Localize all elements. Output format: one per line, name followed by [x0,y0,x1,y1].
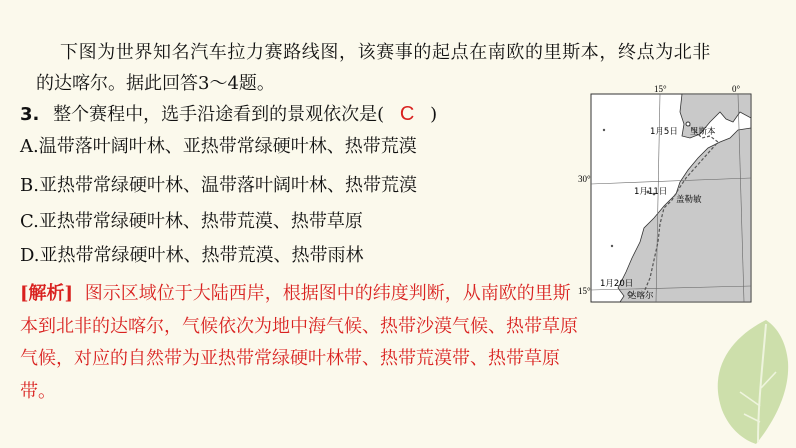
label-lat-15: 15° [578,286,591,296]
question-stem-line [20,99,437,130]
intro-line-2: 的达喀尔。据此回答3～4题。 [36,73,275,94]
label-lat-30: 30° [578,174,591,184]
rally-route-map [578,82,752,304]
answer-letter: C [399,103,415,125]
option-a: A.温带落叶阔叶林、亚热带常绿硬叶林、热带荒漠 [20,136,417,157]
explanation-text: 图示区域位于大陆西岸，根据图中的纬度判断，从南欧的里斯本到北非的达喀尔，气候依次为地中海气候、热带沙漠气候、热带草原气候，对应的自然带为亚热带常绿硬叶林带、热带荒漠带、热带草原带。 [20,283,578,402]
island-dot [611,245,613,247]
label-date-start: 1月5日 [650,127,678,137]
question-number: 3. [20,104,40,125]
label-city-start: 里斯本 [690,127,716,137]
question-stem: 整个赛程中，选手沿途看到的景观依次是( [53,104,385,125]
question-close-paren: ) [430,104,438,125]
option-d: D.亚热带常绿硬叶林、热带荒漠、热带雨林 [20,245,364,266]
island-dot [603,129,605,131]
label-date-mid: 1月11日 [634,187,668,197]
option-c: C.亚热带常绿硬叶林、热带荒漠、热带草原 [20,211,363,232]
label-date-end: 1月20日 [600,279,634,289]
explanation-tag: [解析] [20,283,74,304]
label-lon-0: 0° [732,84,741,94]
explanation [20,278,580,408]
label-lon-15: 15° [654,84,667,94]
start-point [686,122,690,126]
option-b: B.亚热带常绿硬叶林、温带落叶阔叶林、热带荒漠 [20,175,417,196]
intro-line-1: 下图为世界知名汽车拉力赛路线图，该赛事的起点在南欧的里斯本，终点为北非 [60,42,711,63]
label-city-mid: 盖勒敏 [676,195,702,205]
leaf-decoration-icon [700,318,796,448]
label-city-end: 达喀尔 [628,291,654,301]
